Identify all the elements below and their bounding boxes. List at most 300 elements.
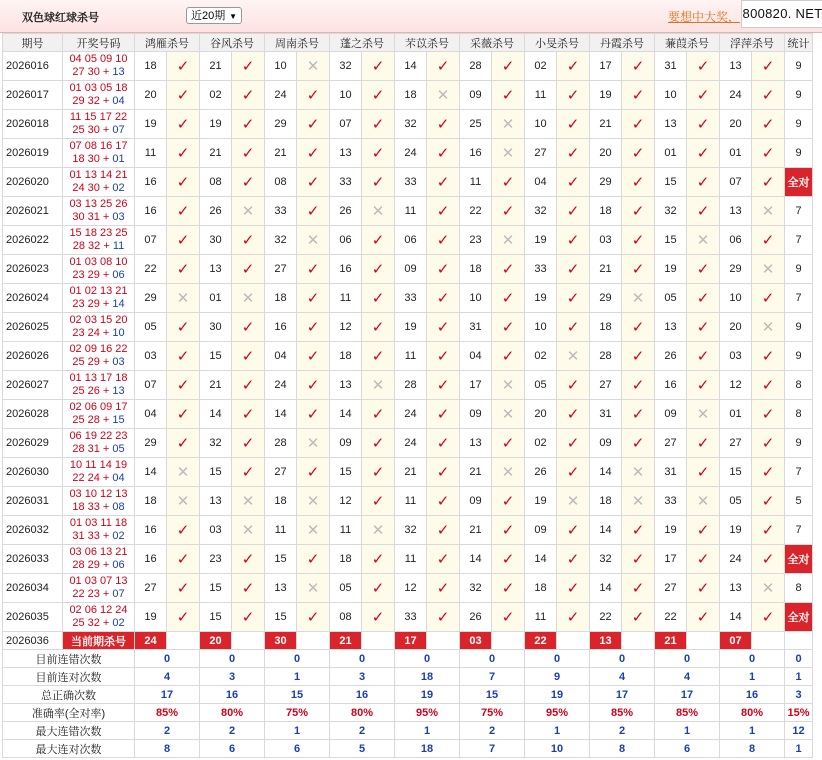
kill-number: 14	[590, 574, 622, 603]
kill-number: 13	[460, 429, 492, 458]
current-kill-number: 30	[265, 632, 297, 650]
result-cell	[362, 400, 395, 429]
check-icon: ✓	[371, 464, 385, 481]
kill-number: 04	[135, 400, 167, 429]
kill-number: 01	[720, 139, 752, 168]
result-cell	[297, 168, 330, 197]
kill-number: 33	[395, 284, 427, 313]
kill-number: 27	[265, 255, 297, 284]
result-cell	[687, 110, 720, 139]
result-cell	[752, 429, 785, 458]
draw-numbers	[63, 284, 135, 313]
col-header-expert[interactable]: 采薇杀号	[460, 34, 525, 52]
result-cell	[427, 545, 460, 574]
result-cell	[622, 255, 655, 284]
kill-number: 02	[525, 52, 557, 81]
kill-number: 14	[265, 400, 297, 429]
result-cell	[687, 226, 720, 255]
empty-cell	[167, 632, 200, 650]
check-icon: ✓	[761, 174, 775, 191]
kill-number: 19	[720, 516, 752, 545]
result-cell	[232, 545, 265, 574]
result-cell	[622, 400, 655, 429]
stat-value: 8	[590, 740, 655, 758]
col-header-expert[interactable]: 蒹葭杀号	[655, 34, 720, 52]
stat-row	[3, 650, 813, 668]
check-icon: ✓	[761, 232, 775, 249]
result-cell	[427, 487, 460, 516]
result-cell	[232, 574, 265, 603]
period-id: 2026026	[3, 342, 63, 371]
draw-numbers	[63, 574, 135, 603]
kill-number: 11	[525, 603, 557, 632]
correct-count: 7	[785, 458, 813, 487]
result-cell	[297, 226, 330, 255]
check-icon: ✓	[306, 145, 320, 162]
check-icon: ✓	[631, 609, 645, 626]
check-icon: ✓	[241, 232, 255, 249]
check-icon: ✓	[371, 116, 385, 133]
result-cell	[752, 400, 785, 429]
check-icon: ✓	[761, 522, 775, 539]
check-icon: ✓	[631, 116, 645, 133]
kill-number: 15	[200, 603, 232, 632]
result-cell	[557, 400, 590, 429]
result-cell	[232, 487, 265, 516]
check-icon: ✓	[566, 87, 580, 104]
correct-count: 9	[785, 342, 813, 371]
kill-number: 05	[720, 487, 752, 516]
cross-icon: ✕	[501, 406, 515, 423]
cross-icon: ✕	[761, 261, 775, 278]
empty-cell	[297, 632, 330, 650]
stat-value: 6	[655, 740, 720, 758]
table-row	[3, 168, 813, 197]
check-icon: ✓	[371, 609, 385, 626]
draw-numbers	[63, 313, 135, 342]
kill-number: 11	[135, 139, 167, 168]
table-row	[3, 342, 813, 371]
check-icon: ✓	[631, 522, 645, 539]
kill-number: 27	[525, 139, 557, 168]
check-icon: ✓	[371, 174, 385, 191]
cross-icon: ✕	[371, 203, 385, 220]
table-row	[3, 603, 813, 632]
table-header	[3, 34, 813, 52]
result-cell	[687, 168, 720, 197]
result-cell	[297, 313, 330, 342]
check-icon: ✓	[436, 116, 450, 133]
check-icon: ✓	[371, 58, 385, 75]
cross-icon: ✕	[566, 348, 580, 365]
result-cell	[232, 371, 265, 400]
red-balls: 02 03 15 20 23 24	[69, 314, 128, 339]
stat-value: 9	[525, 668, 590, 686]
col-header-expert[interactable]: 小旻杀号	[525, 34, 590, 52]
kill-number: 16	[135, 197, 167, 226]
current-kill-number: 24	[135, 632, 167, 650]
result-cell	[687, 255, 720, 284]
empty-cell	[362, 632, 395, 650]
period-select[interactable]	[186, 7, 242, 24]
table-row	[3, 400, 813, 429]
result-cell	[752, 371, 785, 400]
kill-number: 10	[720, 284, 752, 313]
chevron-down-icon: ▼	[229, 12, 237, 21]
check-icon: ✓	[241, 87, 255, 104]
blue-ball: 04	[112, 95, 125, 107]
result-cell	[752, 574, 785, 603]
check-icon: ✓	[501, 290, 515, 307]
result-cell	[297, 81, 330, 110]
kill-number: 11	[525, 81, 557, 110]
kill-number: 13	[265, 574, 297, 603]
top-bar	[0, 0, 822, 33]
check-icon: ✓	[761, 464, 775, 481]
stat-value: 2	[330, 722, 395, 740]
kill-number: 18	[135, 487, 167, 516]
result-cell	[362, 139, 395, 168]
result-cell	[427, 255, 460, 284]
cross-icon: ✕	[501, 232, 515, 249]
kill-number: 17	[655, 545, 687, 574]
kill-number: 32	[590, 545, 622, 574]
current-kill-number: 21	[330, 632, 362, 650]
kill-number: 20	[525, 400, 557, 429]
result-cell	[687, 400, 720, 429]
kill-number: 22	[460, 197, 492, 226]
result-cell	[167, 81, 200, 110]
red-balls: 02 09 16 22 25 29	[69, 343, 128, 368]
check-icon: ✓	[176, 203, 190, 220]
result-cell	[297, 545, 330, 574]
draw-numbers	[63, 458, 135, 487]
result-cell	[427, 284, 460, 313]
result-cell	[232, 81, 265, 110]
kill-number: 05	[135, 313, 167, 342]
kill-number: 15	[200, 342, 232, 371]
correct-count: 9	[785, 110, 813, 139]
kill-number: 28	[460, 52, 492, 81]
draw-numbers	[63, 168, 135, 197]
kill-number: 21	[200, 139, 232, 168]
result-cell	[622, 516, 655, 545]
result-cell	[752, 313, 785, 342]
kill-number: 18	[395, 81, 427, 110]
col-header-expert[interactable]: 周南杀号	[265, 34, 330, 52]
correct-count: 9	[785, 313, 813, 342]
stat-value: 7	[460, 740, 525, 758]
result-cell	[232, 342, 265, 371]
check-icon: ✓	[241, 116, 255, 133]
result-cell	[622, 342, 655, 371]
result-cell	[492, 81, 525, 110]
period-id: 2026018	[3, 110, 63, 139]
kill-number: 05	[330, 574, 362, 603]
result-cell	[752, 226, 785, 255]
draw-numbers	[63, 139, 135, 168]
kill-number: 12	[330, 313, 362, 342]
check-icon: ✓	[696, 609, 710, 626]
check-icon: ✓	[566, 609, 580, 626]
check-icon: ✓	[696, 435, 710, 452]
check-icon: ✓	[176, 261, 190, 278]
empty-cell	[427, 632, 460, 650]
period-id: 2026029	[3, 429, 63, 458]
result-cell	[752, 603, 785, 632]
correct-count: 9	[785, 52, 813, 81]
kill-number: 09	[590, 429, 622, 458]
check-icon: ✓	[176, 87, 190, 104]
kill-number: 30	[200, 226, 232, 255]
kill-number: 33	[655, 487, 687, 516]
result-cell	[297, 139, 330, 168]
period-id: 2026034	[3, 574, 63, 603]
result-cell	[557, 139, 590, 168]
result-cell	[232, 197, 265, 226]
stat-value: 2	[135, 722, 200, 740]
stat-value: 75%	[460, 704, 525, 722]
kill-number: 18	[590, 313, 622, 342]
kill-number: 16	[135, 545, 167, 574]
result-cell	[557, 52, 590, 81]
kill-number: 09	[395, 255, 427, 284]
empty-cell	[557, 632, 590, 650]
kill-number: 11	[395, 197, 427, 226]
check-icon: ✓	[241, 58, 255, 75]
cross-icon: ✕	[176, 464, 190, 481]
stat-total: 1	[785, 740, 813, 758]
result-cell	[427, 52, 460, 81]
period-id: 2026027	[3, 371, 63, 400]
kill-number: 15	[720, 458, 752, 487]
col-header-expert[interactable]: 浮萍杀号	[720, 34, 785, 52]
kill-number: 16	[135, 168, 167, 197]
result-cell	[167, 52, 200, 81]
stat-total: 12	[785, 722, 813, 740]
kill-number: 08	[330, 603, 362, 632]
stat-value: 0	[720, 650, 785, 668]
check-icon: ✓	[371, 261, 385, 278]
check-icon: ✓	[306, 406, 320, 423]
kill-number: 22	[590, 603, 622, 632]
check-icon: ✓	[761, 290, 775, 307]
kill-number: 27	[590, 371, 622, 400]
kill-number: 10	[460, 284, 492, 313]
result-cell	[427, 226, 460, 255]
result-cell	[687, 545, 720, 574]
kill-number: 14	[200, 400, 232, 429]
kill-number: 15	[655, 168, 687, 197]
kill-number: 24	[395, 400, 427, 429]
check-icon: ✓	[631, 319, 645, 336]
blue-ball: 03	[112, 356, 125, 368]
cross-icon: ✕	[241, 203, 255, 220]
col-header-expert[interactable]: 鸿雁杀号	[135, 34, 200, 52]
col-header-expert[interactable]: 蓬之杀号	[330, 34, 395, 52]
check-icon: ✓	[176, 377, 190, 394]
check-icon: ✓	[176, 145, 190, 162]
result-cell	[362, 168, 395, 197]
result-cell	[687, 516, 720, 545]
result-cell	[232, 516, 265, 545]
blue-ball: 07	[112, 588, 125, 600]
check-icon: ✓	[306, 116, 320, 133]
period-id: 2026017	[3, 81, 63, 110]
result-cell	[687, 574, 720, 603]
stat-value: 95%	[525, 704, 590, 722]
result-cell	[362, 313, 395, 342]
cross-icon: ✕	[306, 493, 320, 510]
result-cell	[167, 487, 200, 516]
stat-value: 0	[135, 650, 200, 668]
check-icon: ✓	[436, 464, 450, 481]
kill-number: 21	[200, 52, 232, 81]
result-cell	[622, 429, 655, 458]
kill-number: 27	[135, 574, 167, 603]
period-id: 2026031	[3, 487, 63, 516]
result-cell	[492, 429, 525, 458]
result-cell	[232, 52, 265, 81]
result-cell	[362, 110, 395, 139]
check-icon: ✓	[241, 435, 255, 452]
blue-ball: 14	[112, 298, 125, 310]
kill-number: 16	[135, 516, 167, 545]
result-cell	[297, 110, 330, 139]
result-cell	[167, 458, 200, 487]
red-balls: 07 08 16 17 18 30	[69, 140, 128, 165]
kill-number: 21	[265, 139, 297, 168]
kill-number: 33	[265, 197, 297, 226]
kill-number: 18	[330, 342, 362, 371]
stat-value: 16	[720, 686, 785, 704]
check-icon: ✓	[241, 580, 255, 597]
correct-count: 8	[785, 574, 813, 603]
stat-label: 最大连对次数	[3, 740, 135, 758]
check-icon: ✓	[176, 174, 190, 191]
check-icon: ✓	[371, 406, 385, 423]
kill-number: 18	[265, 284, 297, 313]
stat-value: 16	[330, 686, 395, 704]
stat-row	[3, 704, 813, 722]
correct-count: 9	[785, 139, 813, 168]
result-cell	[297, 429, 330, 458]
result-cell	[752, 110, 785, 139]
check-icon: ✓	[631, 58, 645, 75]
kill-number: 32	[525, 197, 557, 226]
col-header-expert[interactable]: 芣苡杀号	[395, 34, 460, 52]
kill-number: 24	[265, 371, 297, 400]
check-icon: ✓	[761, 87, 775, 104]
plus-sign: +	[99, 443, 113, 455]
result-cell	[427, 458, 460, 487]
result-cell	[557, 168, 590, 197]
cross-icon: ✕	[761, 580, 775, 597]
plus-sign: +	[99, 385, 113, 397]
result-cell	[232, 400, 265, 429]
kill-number: 19	[135, 110, 167, 139]
kill-number: 27	[655, 574, 687, 603]
kill-number: 02	[200, 81, 232, 110]
result-cell	[557, 81, 590, 110]
col-header-expert[interactable]: 谷风杀号	[200, 34, 265, 52]
result-cell	[752, 81, 785, 110]
check-icon: ✓	[696, 261, 710, 278]
kill-number: 30	[200, 313, 232, 342]
result-cell	[362, 255, 395, 284]
stat-value: 0	[460, 650, 525, 668]
result-cell	[622, 139, 655, 168]
kill-number: 03	[590, 226, 622, 255]
kill-number: 14	[590, 516, 622, 545]
check-icon: ✓	[306, 290, 320, 307]
result-cell	[752, 197, 785, 226]
period-select-value: 近20期	[191, 10, 226, 22]
kill-number: 14	[525, 545, 557, 574]
kill-number: 21	[590, 110, 622, 139]
result-cell	[362, 226, 395, 255]
result-cell	[492, 458, 525, 487]
check-icon: ✓	[436, 609, 450, 626]
kill-number: 16	[655, 371, 687, 400]
kill-number: 02	[525, 429, 557, 458]
check-icon: ✓	[566, 551, 580, 568]
check-icon: ✓	[566, 464, 580, 481]
kill-number: 14	[330, 400, 362, 429]
kill-number: 07	[135, 371, 167, 400]
plus-sign: +	[99, 617, 113, 629]
kill-number: 14	[135, 458, 167, 487]
table-row	[3, 487, 813, 516]
kill-number: 33	[395, 168, 427, 197]
check-icon: ✓	[696, 348, 710, 365]
result-cell	[232, 458, 265, 487]
kill-number: 32	[265, 226, 297, 255]
check-icon: ✓	[306, 551, 320, 568]
red-balls: 04 05 09 10 27 30	[69, 53, 128, 78]
check-icon: ✓	[371, 551, 385, 568]
blue-ball: 08	[112, 501, 125, 513]
result-cell	[167, 139, 200, 168]
draw-numbers	[63, 342, 135, 371]
result-cell	[427, 110, 460, 139]
check-icon: ✓	[501, 87, 515, 104]
check-icon: ✓	[176, 232, 190, 249]
result-cell	[167, 226, 200, 255]
check-icon: ✓	[761, 609, 775, 626]
blue-ball: 06	[112, 559, 125, 571]
check-icon: ✓	[241, 348, 255, 365]
result-cell	[167, 197, 200, 226]
red-balls: 03 13 25 26 30 31	[69, 198, 128, 223]
draw-numbers	[63, 400, 135, 429]
plus-sign: +	[99, 327, 113, 339]
check-icon: ✓	[371, 145, 385, 162]
kill-number: 21	[460, 458, 492, 487]
check-icon: ✓	[371, 319, 385, 336]
stat-row	[3, 740, 813, 758]
draw-numbers	[63, 110, 135, 139]
plus-sign: +	[99, 588, 113, 600]
col-header-expert[interactable]: 丹霞杀号	[590, 34, 655, 52]
check-icon: ✓	[176, 522, 190, 539]
kill-number: 06	[395, 226, 427, 255]
check-icon: ✓	[241, 406, 255, 423]
check-icon: ✓	[566, 435, 580, 452]
promo-link[interactable]: 要想中大奖，	[668, 10, 741, 24]
result-cell	[492, 110, 525, 139]
check-icon: ✓	[176, 406, 190, 423]
